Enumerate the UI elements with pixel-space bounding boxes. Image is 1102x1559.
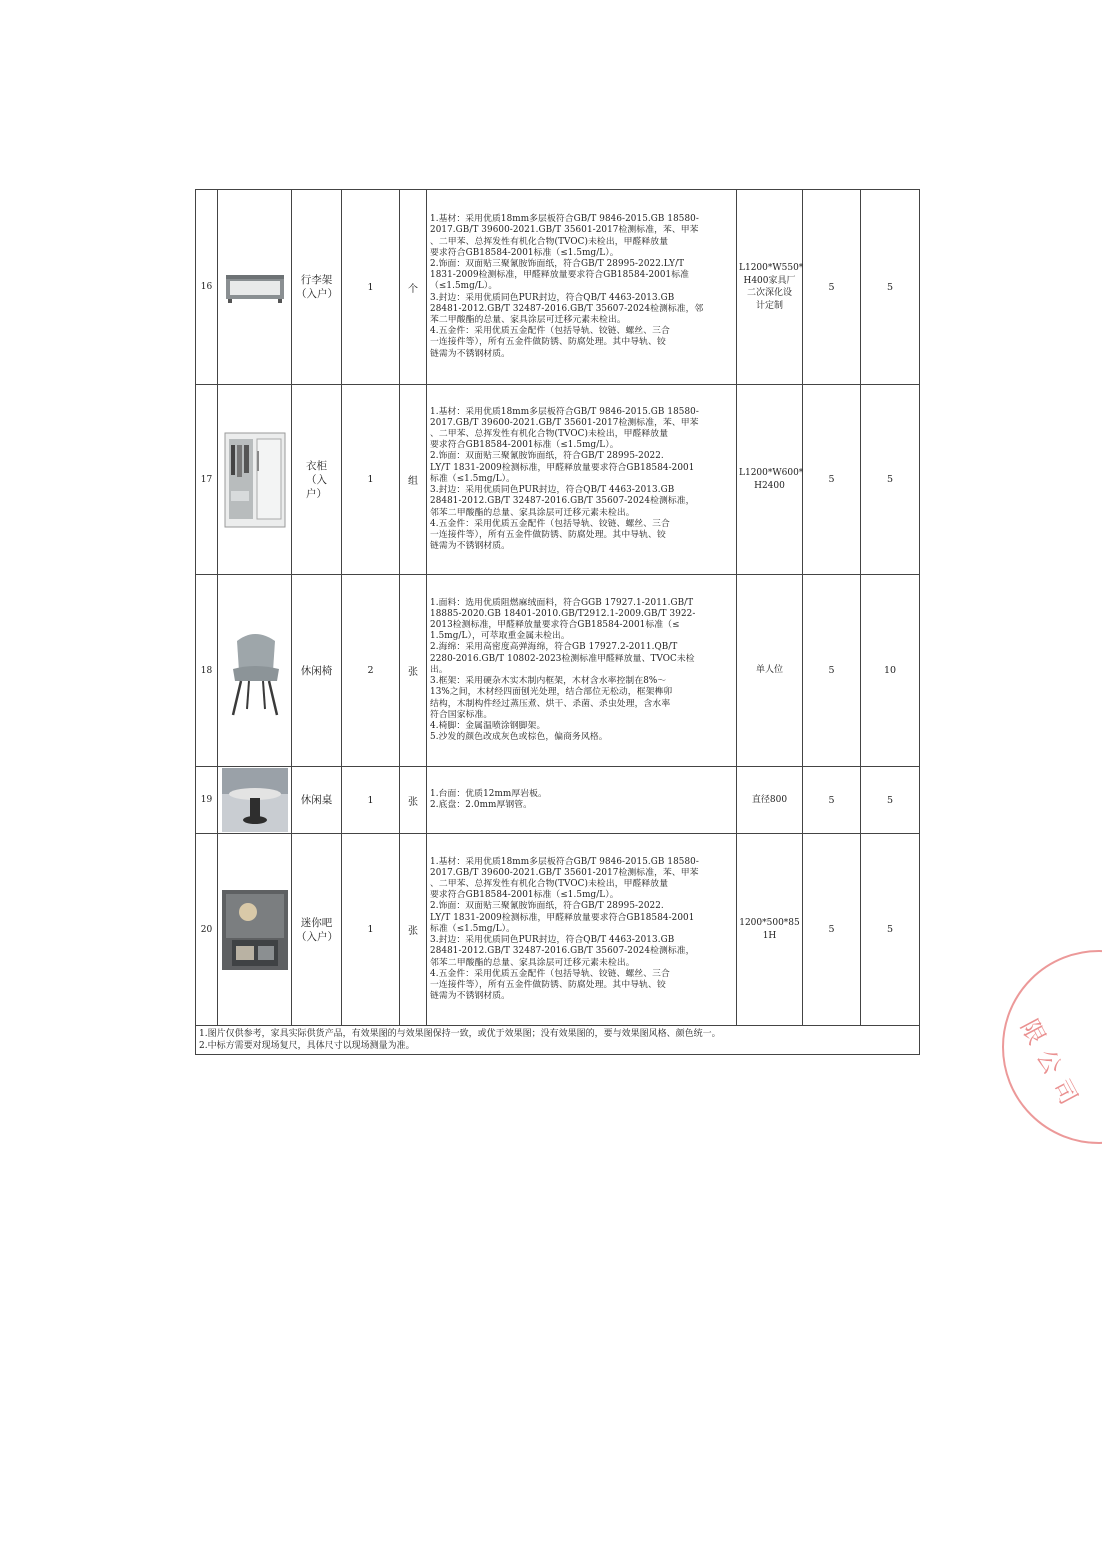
luggage-rack-image [224,269,286,305]
spec-line: 链需为不锈钢材质。 [430,991,511,1002]
item-number: 20 [196,834,218,1026]
spec-line: 1.5mg/L），可萃取重金属未检出。 [430,631,570,642]
note-line: 1.图片仅供参考，家具实际供货产品，有效果图的与效果图保持一致，或优于效果图；没有效果图的，要与效果图风格、颜色统一。 [199,1029,721,1039]
spec-line: 2017.GB/T 39600-2021.GB/T 35601-2017检测标准，苯、甲苯 [430,225,699,236]
spec-line: 3.封边：采用优质同色PUR封边，符合QB/T 4463-2013.GB [430,485,675,496]
item-name-line: 休闲椅 [300,664,333,677]
spec-line: 邻苯二甲酸酯的总量、家具涂层可迁移元素未检出。 [430,957,635,968]
size-line: 1H [762,930,777,941]
spec-line: 2017.GB/T 39600-2021.GB/T 35601-2017检测标准，苯、甲苯 [430,417,699,428]
item-name-line: （入户） [296,930,338,943]
spec-line: 出。 [430,664,448,675]
size-line: H2400 [754,480,785,491]
spec-line: 4.椅脚：金属温喷涂钢脚架。 [430,720,546,731]
item-number: 17 [196,385,218,575]
spec-line: LY/T 1831-2009检测标准，甲醛释放量要求符合GB18584-2001 [430,462,695,473]
item-number: 19 [196,767,218,834]
item-value-a: 5 [803,385,861,575]
note-line: 2.中标方需要对现场复尺，具体尺寸以现场测量为准。 [199,1041,415,1051]
item-picture [218,385,292,575]
item-spec [427,767,737,834]
spec-line: 要求符合GB18584-2001标准（≤1.5mg/L）。 [430,440,619,451]
item-value-b: 10 [861,575,920,767]
spec-line: 一连接件等），所有五金件做防锈、防腐处理。其中导轨、铰 [430,337,666,348]
item-value-a: 5 [803,190,861,385]
spec-line: 18885-2020.GB 18401-2010.GB/T2912.1-2009.GB/T 3922- [430,608,696,619]
item-unit: 个 [400,190,427,385]
spec-line: 1.基材：采用优质18mm多层板符合GB/T 9846-2015.GB 18580- [430,214,699,225]
item-name-line: 衣柜（入 [306,459,327,486]
item-quantity: 1 [342,190,400,385]
spec-line: 2.饰面：双面贴三聚氰胺饰面纸，符合GB/T 28995-2022.LY/T [430,258,685,269]
spec-line: 28481-2012.GB/T 32487-2016.GB/T 35607-2024检测标准，邻 [430,303,704,314]
spec-line: 28481-2012.GB/T 32487-2016.GB/T 35607-2024检测标准， [430,496,695,507]
item-number: 16 [196,190,218,385]
spec-line: 一连接件等），所有五金件做防锈、防腐处理。其中导轨、铰 [430,529,666,540]
item-name [292,575,342,767]
spec-line: 3.框架：采用硬杂木实木制内框架，木材含水率控制在8%～ [430,676,667,687]
spec-line: 2017.GB/T 39600-2021.GB/T 35601-2017检测标准，苯、甲苯 [430,867,699,878]
spec-line: 1.基材：采用优质18mm多层板符合GB/T 9846-2015.GB 18580- [430,406,699,417]
notes-row [196,1026,920,1055]
mini-bar-image [222,890,288,970]
item-picture [218,575,292,767]
spec-line: 、二甲苯、总挥发性有机化合物(TVOC)未检出，甲醛释放量 [430,236,669,247]
spec-line: 2.饰面：双面贴三聚氰胺饰面纸，符合GB/T 28995-2022. [430,451,664,462]
item-value-b: 5 [861,834,920,1026]
spec-line: 5.沙发的颜色改成灰色或棕色，偏商务风格。 [430,732,608,743]
spec-line: 一连接件等），所有五金件做防锈、防腐处理。其中导轨、铰 [430,979,666,990]
spec-line: 1.基材：采用优质18mm多层板符合GB/T 9846-2015.GB 18580- [430,856,699,867]
size-line: 二次深化设 [746,288,792,298]
notes-cell [196,1026,920,1055]
spec-line: 要求符合GB18584-2001标准（≤1.5mg/L）。 [430,247,619,258]
item-picture [218,834,292,1026]
item-unit: 张 [400,767,427,834]
spec-line: 2.底盘：2.0mm厚钢管。 [430,800,533,810]
spec-line: 2.海绵：采用高密度高弹海绵，符合GB 17927.2-2011.QB/T [430,642,678,653]
lounge-chair-image [223,623,287,719]
size-line: 单人位 [755,665,783,676]
item-unit: 张 [400,834,427,1026]
spec-line: （≤1.5mg/L）。 [430,281,498,292]
item-name [292,767,342,834]
spec-line: LY/T 1831-2009检测标准，甲醛释放量要求符合GB18584-2001 [430,912,695,923]
spec-line: 要求符合GB18584-2001标准（≤1.5mg/L）。 [430,890,619,901]
item-unit: 组 [400,385,427,575]
item-name-line: 休闲桌 [300,794,333,806]
side-table-image [222,768,288,832]
size-line: 1200*500*85 [739,918,800,928]
spec-line: 13%之间，木材经四面刨光处理，结合部位无松动，框架榫卯 [430,687,673,698]
spec-line: 3.封边：采用优质同色PUR封边，符合QB/T 4463-2013.GB [430,935,675,946]
item-value-a: 5 [803,834,861,1026]
item-size [737,834,803,1026]
size-line: 计定制 [755,300,783,311]
item-name [292,834,342,1026]
item-number: 18 [196,575,218,767]
item-quantity: 1 [342,767,400,834]
spec-line: 标准（≤1.5mg/L）。 [430,923,516,934]
spec-line: 链需为不锈钢材质。 [430,541,511,552]
item-value-b: 5 [861,385,920,575]
item-name-line: 行李架 [300,274,333,286]
spec-line: 4.五金件：采用优质五金配件（包括导轨、铰链、螺丝、三合 [430,968,670,979]
item-size [737,190,803,385]
spec-line: 、二甲苯、总挥发性有机化合物(TVOC)未检出，甲醛释放量 [430,429,669,440]
spec-line: 2.饰面：双面贴三聚氰胺饰面纸，符合GB/T 28995-2022. [430,901,664,912]
item-spec [427,190,737,385]
spec-line: 邻苯二甲酸酯的总量、家具涂层可迁移元素未检出。 [430,507,635,518]
spec-line: 、二甲苯、总挥发性有机化合物(TVOC)未检出，甲醛释放量 [430,879,669,890]
spec-line: 28481-2012.GB/T 32487-2016.GB/T 35607-2024检测标准， [430,946,695,957]
size-line: L1200*W550* [739,263,804,273]
wardrobe-image [221,431,289,529]
spec-line: 链需为不锈钢材质。 [430,348,511,359]
item-size [737,767,803,834]
item-value-a: 5 [803,575,861,767]
item-picture [218,767,292,834]
item-picture [218,190,292,385]
spec-line: 结构，木制构件经过蒸压煮、烘干、杀菌、杀虫处理，含水率 [430,698,671,709]
spec-line: 3.封边：采用优质同色PUR封边，符合QB/T 4463-2013.GB [430,292,675,303]
spec-line: 1831-2009检测标准，甲醛释放量要求符合GB18584-2001标准 [430,270,690,281]
item-name-line: 户） [306,487,327,500]
item-quantity: 2 [342,575,400,767]
item-row [196,575,920,767]
spec-line: 1.面料：选用优质阻燃麻绒面料，符合GGB 17927.1-2011.GB/T [430,597,694,608]
item-row [196,767,920,834]
item-spec [427,834,737,1026]
item-row [196,385,920,575]
item-spec [427,575,737,767]
item-size [737,575,803,767]
item-size [737,385,803,575]
item-unit: 张 [400,575,427,767]
spec-line: 符合国家标准。 [430,709,493,720]
item-name [292,385,342,575]
spec-line: 4.五金件：采用优质五金配件（包括导轨、铰链、螺丝、三合 [430,326,670,337]
item-value-a: 5 [803,767,861,834]
spec-line: 标准（≤1.5mg/L）。 [430,473,516,484]
spec-line: 4.五金件：采用优质五金配件（包括导轨、铰链、螺丝、三合 [430,518,670,529]
item-name-line: 迷你吧 [300,916,333,929]
item-quantity: 1 [342,385,400,575]
size-line: L1200*W600* [739,468,804,478]
spec-line: 2013检测标准，甲醛释放量要求符合GB18584-2001标准（≤ [430,620,680,631]
size-line: H400家具厂 [743,275,796,286]
item-quantity: 1 [342,834,400,1026]
item-row [196,190,920,385]
size-line: 直径800 [751,794,788,805]
item-value-b: 5 [861,190,920,385]
spec-line: 1.台面：优质12mm厚岩板。 [430,788,547,799]
item-value-b: 5 [861,767,920,834]
item-spec [427,385,737,575]
item-row [196,834,920,1026]
item-name-line: （入户） [296,288,338,300]
spec-line: 2280-2016.GB/T 10802-2023检测标准甲醛释放量、TVOC未检 [430,653,695,664]
spec-line: 苯二甲酸酯的总量、家具涂层可迁移元素未检出。 [430,315,626,325]
company-seal-text: 限公司 [1014,1014,1088,1119]
item-name [292,190,342,385]
furniture-spec-table [195,189,920,1055]
